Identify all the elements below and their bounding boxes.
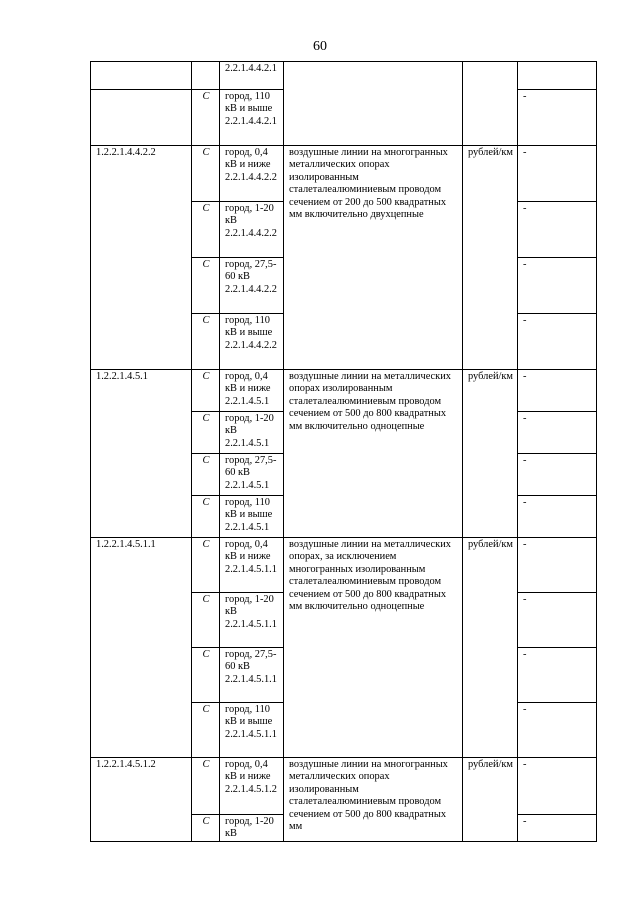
subcategory-cell: город, 0,4 кВ и ниже 2.2.1.4.5.1.2 bbox=[220, 758, 284, 815]
subcategory-cell: 2.2.1.4.4.2.1 bbox=[220, 62, 284, 90]
value-cell: - bbox=[518, 648, 597, 703]
category-cell: С bbox=[192, 538, 220, 593]
subcategory-cell: город, 110 кВ и выше 2.2.1.4.5.1 bbox=[220, 496, 284, 538]
value-cell: - bbox=[518, 202, 597, 258]
value-cell: - bbox=[518, 538, 597, 593]
page-number: 60 bbox=[313, 39, 327, 54]
subcategory-cell: город, 1-20 кВ bbox=[220, 815, 284, 842]
subcategory-cell: город, 0,4 кВ и ниже 2.2.1.4.4.2.2 bbox=[220, 146, 284, 202]
category-cell: С bbox=[192, 496, 220, 538]
subcategory-cell: город, 1-20 кВ 2.2.1.4.4.2.2 bbox=[220, 202, 284, 258]
table-row bbox=[91, 370, 597, 412]
description-cell: воздушные линии на многогранных металлических опорах изолированным сталеталеалюминиевым проводом сечением от 500 до 800 квадратных мм bbox=[284, 758, 463, 842]
category-cell: С bbox=[192, 648, 220, 703]
subcategory-cell: город, 1-20 кВ 2.2.1.4.5.1.1 bbox=[220, 593, 284, 648]
subcategory-cell: город, 110 кВ и выше 2.2.1.4.5.1.1 bbox=[220, 703, 284, 758]
code-cell: 1.2.2.1.4.5.1.1 bbox=[91, 538, 192, 758]
value-cell: - bbox=[518, 90, 597, 146]
category-cell bbox=[192, 62, 220, 90]
code-cell bbox=[91, 62, 192, 90]
category-cell: С bbox=[192, 593, 220, 648]
subcategory-cell: город, 27,5-60 кВ 2.2.1.4.5.1.1 bbox=[220, 648, 284, 703]
unit-cell bbox=[463, 62, 518, 146]
unit-cell: рублей/км bbox=[463, 370, 518, 538]
category-cell: С bbox=[192, 758, 220, 815]
code-cell: 1.2.2.1.4.5.1.2 bbox=[91, 758, 192, 842]
value-cell: - bbox=[518, 593, 597, 648]
value-cell: - bbox=[518, 815, 597, 842]
category-cell: С bbox=[192, 258, 220, 314]
description-cell: воздушные линии на многогранных металлических опорах изолированным сталеталеалюминиевым проводом сечением от 200 до 500 квадратных мм включительно двухцепные bbox=[284, 146, 463, 370]
category-cell: С bbox=[192, 146, 220, 202]
category-cell: С bbox=[192, 370, 220, 412]
value-cell: - bbox=[518, 412, 597, 454]
subcategory-cell: город, 27,5-60 кВ 2.2.1.4.4.2.2 bbox=[220, 258, 284, 314]
value-cell: - bbox=[518, 758, 597, 815]
subcategory-cell: город, 0,4 кВ и ниже 2.2.1.4.5.1 bbox=[220, 370, 284, 412]
value-cell: - bbox=[518, 146, 597, 202]
subcategory-cell: город, 110 кВ и выше 2.2.1.4.4.2.1 bbox=[220, 90, 284, 146]
value-cell: - bbox=[518, 454, 597, 496]
description-cell bbox=[284, 62, 463, 146]
description-cell: воздушные линии на металлических опорах, за исключением многогранных изолированным сталеталеалюминиевым проводом сечением от 500 до 800 квадратных мм включительно одноцепные bbox=[284, 538, 463, 758]
subcategory-cell: город, 110 кВ и выше 2.2.1.4.4.2.2 bbox=[220, 314, 284, 370]
table-row bbox=[91, 62, 597, 90]
value-cell: - bbox=[518, 370, 597, 412]
subcategory-cell: город, 27,5-60 кВ 2.2.1.4.5.1 bbox=[220, 454, 284, 496]
table-row bbox=[91, 538, 597, 593]
category-cell: С bbox=[192, 314, 220, 370]
code-cell bbox=[91, 90, 192, 146]
code-cell: 1.2.2.1.4.4.2.2 bbox=[91, 146, 192, 370]
value-cell: - bbox=[518, 258, 597, 314]
category-cell: С bbox=[192, 454, 220, 496]
table-row bbox=[91, 146, 597, 202]
category-cell: С bbox=[192, 202, 220, 258]
value-cell bbox=[518, 62, 597, 90]
subcategory-cell: город, 1-20 кВ 2.2.1.4.5.1 bbox=[220, 412, 284, 454]
value-cell: - bbox=[518, 314, 597, 370]
subcategory-cell: город, 0,4 кВ и ниже 2.2.1.4.5.1.1 bbox=[220, 538, 284, 593]
unit-cell: рублей/км bbox=[463, 538, 518, 758]
category-cell: С bbox=[192, 90, 220, 146]
category-cell: С bbox=[192, 412, 220, 454]
unit-cell: рублей/км bbox=[463, 146, 518, 370]
table-row bbox=[91, 758, 597, 815]
description-cell: воздушные линии на металлических опорах изолированным сталеталеалюминиевым проводом сечением от 500 до 800 квадратных мм включительно одноцепные bbox=[284, 370, 463, 538]
unit-cell: рублей/км bbox=[463, 758, 518, 842]
tariff-table bbox=[90, 61, 597, 842]
value-cell: - bbox=[518, 703, 597, 758]
code-cell: 1.2.2.1.4.5.1 bbox=[91, 370, 192, 538]
category-cell: С bbox=[192, 703, 220, 758]
value-cell: - bbox=[518, 496, 597, 538]
category-cell: С bbox=[192, 815, 220, 842]
